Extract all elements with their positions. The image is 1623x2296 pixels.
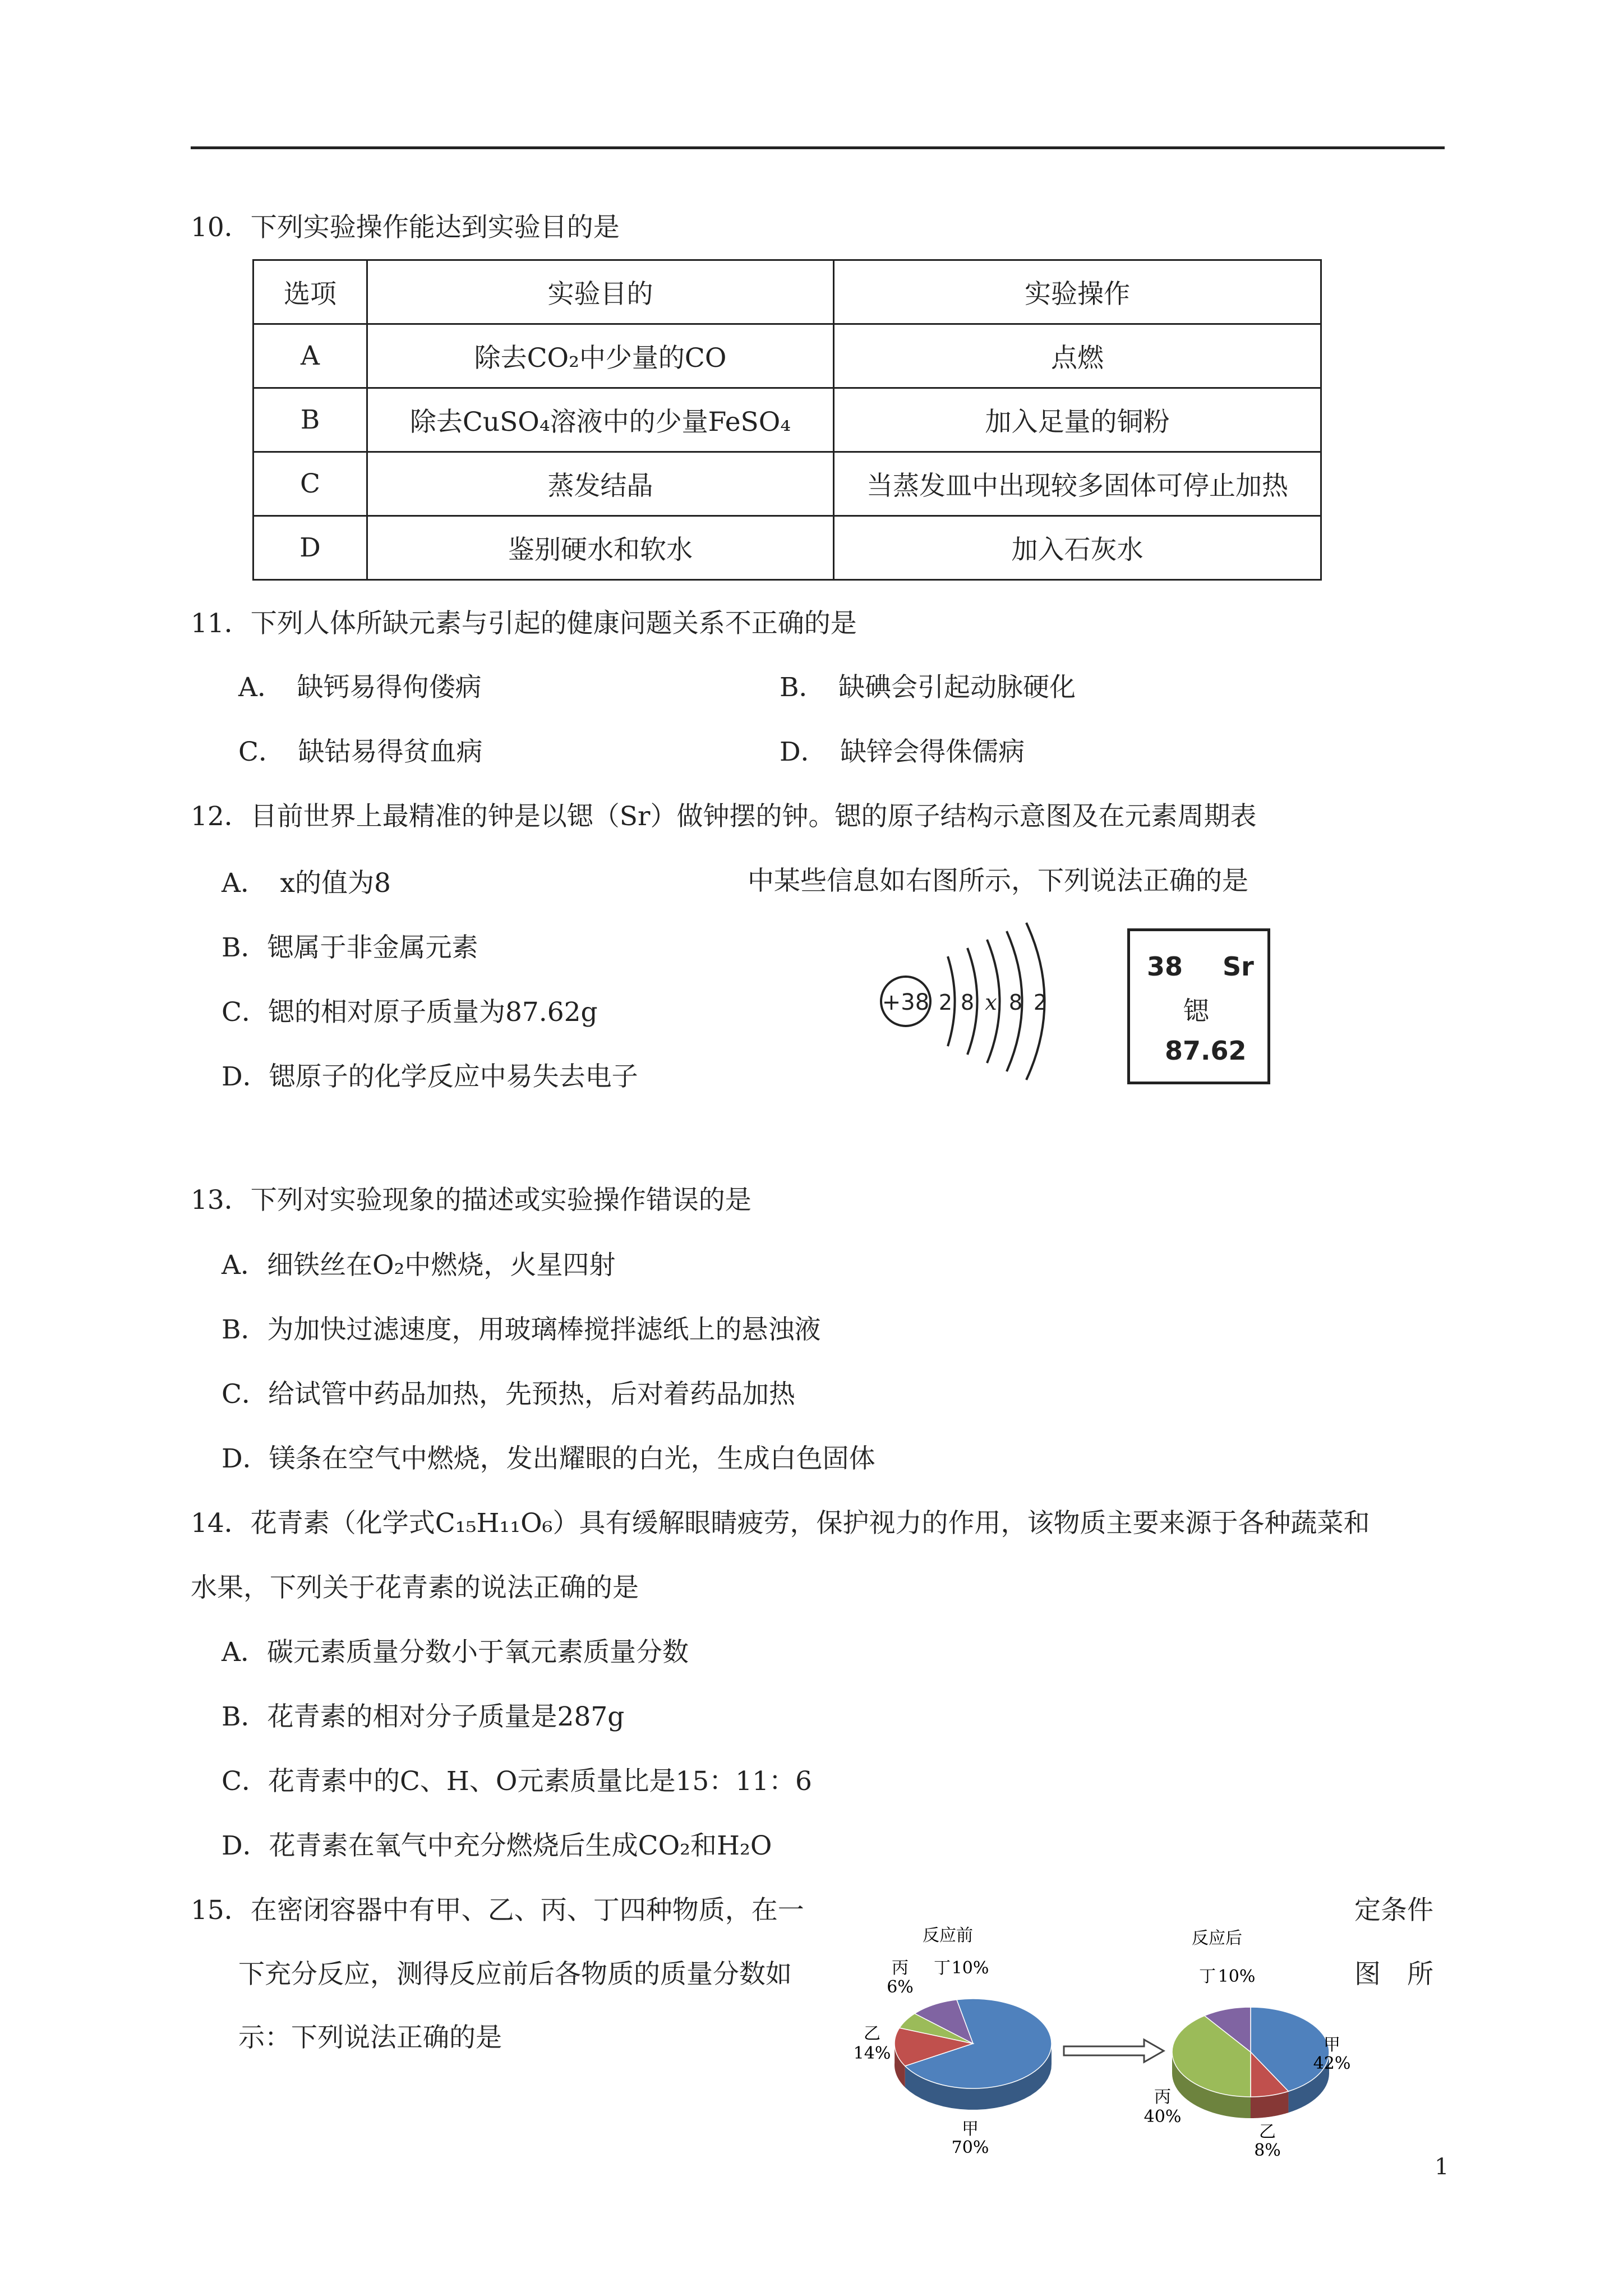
table-header-row: [253, 260, 1321, 324]
shell-electrons: 2: [1033, 990, 1048, 1015]
option-cell: C: [253, 452, 367, 516]
q14-stem: 14．花青素（化学式C₁₅H₁₁O₆）具有缓解眼睛疲劳，保护视力的作用，该物质主要来源于各种蔬菜和: [191, 1508, 1370, 1539]
label-jia: 甲: [1324, 2035, 1340, 2055]
q13-option-c: C．给试管中药品加热，先预热，后对着药品加热: [222, 1379, 795, 1410]
operation-cell: 加入足量的铜粉: [834, 388, 1321, 452]
value-ding: 10%: [1218, 1967, 1256, 1986]
q13-option-d: D．镁条在空气中燃烧，发出耀眼的白光，生成白色固体: [222, 1443, 875, 1474]
nucleus-charge: +38: [882, 990, 930, 1015]
header-option: 选项: [253, 260, 367, 324]
q12-stem-continued: 中某些信息如右图所示，下列说法正确的是: [748, 866, 1248, 896]
q11-option-b: B． 缺碘会引起动脉硬化: [780, 672, 1076, 703]
q11-option-c: C． 缺钴易得贫血病: [238, 737, 483, 767]
value-yi: 14%: [853, 2044, 891, 2063]
label-bing: 丙: [1154, 2087, 1171, 2107]
label-yi: 乙: [1259, 2122, 1276, 2142]
goal-cell: 除去CuSO₄溶液中的少量FeSO₄: [367, 388, 834, 452]
pie-chart-before: [895, 1999, 1052, 2110]
page-number: 1: [1435, 2154, 1449, 2180]
goal-cell: 蒸发结晶: [367, 452, 834, 516]
q14-option-b: B．花青素的相对分子质量是287g: [222, 1701, 625, 1732]
shell-electrons: 2: [938, 990, 953, 1015]
q12-option-a: A． x的值为8: [222, 868, 391, 899]
option-cell: B: [253, 388, 367, 452]
q13-option-a: A．细铁丝在O₂中燃烧，火星四射: [222, 1250, 616, 1281]
header-rule: [191, 146, 1445, 149]
value-bing: 40%: [1144, 2107, 1182, 2127]
label-jia: 甲: [962, 2119, 979, 2139]
shell-electrons: x: [985, 990, 997, 1015]
q13-stem: 13．下列对实验现象的描述或实验操作错误的是: [191, 1185, 751, 1216]
label-bing: 丙: [892, 1958, 909, 1978]
table-row: [253, 516, 1321, 580]
q12-stem: 12．目前世界上最精准的钟是以锶（Sr）做钟摆的钟。锶的原子结构示意图及在元素周期表: [191, 801, 1257, 832]
pie-charts-figure: [852, 1924, 1351, 2171]
goal-cell: 除去CO₂中少量的CO: [367, 324, 834, 388]
q12-option-b: B．锶属于非金属元素: [222, 932, 478, 963]
label-ding: 丁: [1199, 1967, 1216, 1986]
shell-electrons: 8: [960, 990, 975, 1015]
operation-cell: 点燃: [834, 324, 1321, 388]
q15-stem: 15．在密闭容器中有甲、乙、丙、丁四种物质，在一: [191, 1895, 804, 1926]
atomic-number: 38: [1147, 951, 1183, 982]
q14-option-d: D．花青素在氧气中充分燃烧后生成CO₂和H₂O: [222, 1830, 772, 1861]
element-name: 锶: [1183, 996, 1209, 1026]
q15-stem-line3: 示：下列说法正确的是: [238, 2022, 502, 2053]
value-bing: 6%: [887, 1977, 914, 1997]
option-cell: A: [253, 324, 367, 388]
q12-option-d: D．锶原子的化学反应中易失去电子: [222, 1061, 638, 1092]
header-goal: 实验目的: [367, 260, 834, 324]
q10-stem: 10．下列实验操作能达到实验目的是: [191, 212, 620, 243]
value-jia: 42%: [1313, 2054, 1351, 2073]
pie-title-after: 反应后: [1192, 1929, 1242, 1948]
value-yi: 8%: [1254, 2141, 1281, 2160]
option-cell: D: [253, 516, 367, 580]
table-row: [253, 324, 1321, 388]
q14-stem-continued: 水果，下列关于花青素的说法正确的是: [191, 1572, 639, 1603]
q15-stem-line2-right: 图 所: [1354, 1959, 1433, 1990]
value-ding: 10%: [951, 1958, 989, 1978]
table-row: [253, 388, 1321, 452]
table-row: [253, 452, 1321, 516]
q11-option-a: A． 缺钙易得佝偻病: [238, 672, 482, 703]
q14-option-c: C．花青素中的C、H、O元素质量比是15：11：6: [222, 1766, 812, 1797]
operation-cell: 加入石灰水: [834, 516, 1321, 580]
goal-cell: 鉴别硬水和软水: [367, 516, 834, 580]
q14-option-a: A．碳元素质量分数小于氧元素质量分数: [222, 1637, 689, 1668]
atom-structure-diagram: [872, 914, 1074, 1088]
q10-table: [252, 259, 1322, 581]
reaction-arrow: [1064, 2040, 1164, 2062]
element-box-strontium: [1127, 928, 1270, 1084]
label-ding: 丁: [934, 1958, 951, 1978]
element-symbol: Sr: [1223, 951, 1254, 982]
label-yi: 乙: [864, 2024, 880, 2044]
operation-cell: 当蒸发皿中出现较多固体可停止加热: [834, 452, 1321, 516]
pie-title-before: 反应前: [923, 1926, 973, 1945]
q12-option-c: C．锶的相对原子质量为87.62g: [222, 997, 598, 1028]
value-jia: 70%: [951, 2138, 989, 2157]
q15-stem-right: 定条件: [1354, 1895, 1433, 1926]
shell-electrons: 8: [1008, 990, 1023, 1015]
q13-option-b: B．为加快过滤速度，用玻璃棒搅拌滤纸上的悬浊液: [222, 1314, 821, 1345]
q11-stem: 11．下列人体所缺元素与引起的健康问题关系不正确的是: [191, 608, 857, 639]
atomic-mass: 87.62: [1165, 1036, 1247, 1066]
pie-chart-after: [1172, 2007, 1329, 2118]
q11-option-d: D． 缺锌会得侏儒病: [780, 737, 1025, 767]
q15-stem-line2: 下充分反应，测得反应前后各物质的质量分数如: [238, 1959, 792, 1990]
header-operation: 实验操作: [834, 260, 1321, 324]
